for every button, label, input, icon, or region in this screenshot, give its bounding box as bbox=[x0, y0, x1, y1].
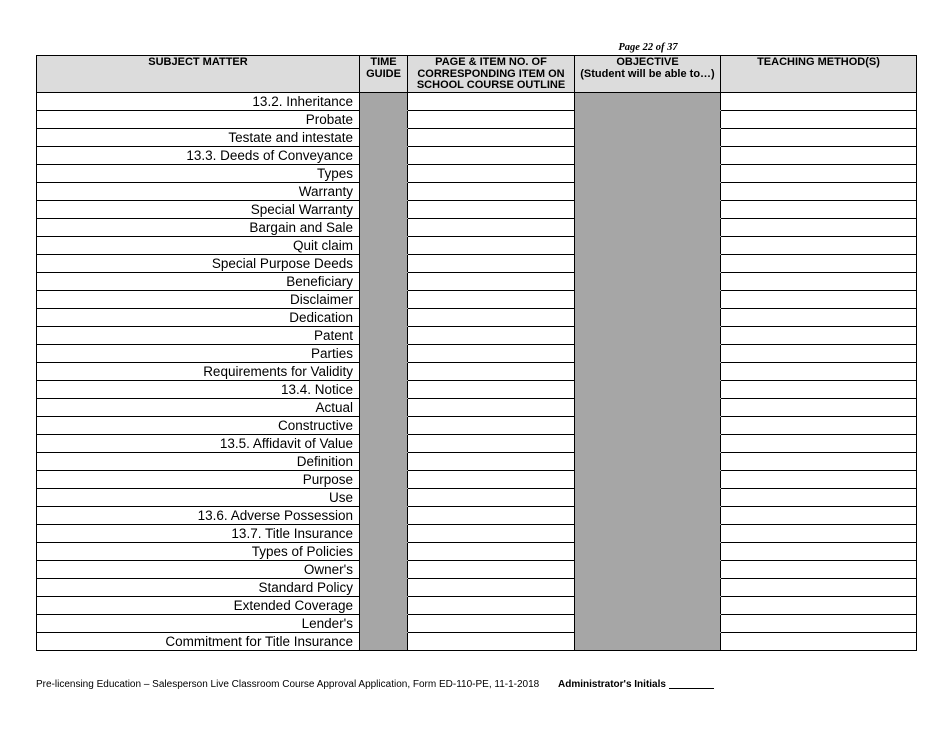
objective-cell bbox=[575, 309, 721, 327]
teaching-method-cell[interactable] bbox=[721, 165, 917, 183]
table-row bbox=[37, 543, 917, 561]
objective-cell bbox=[575, 165, 721, 183]
time-guide-cell bbox=[360, 201, 408, 219]
subject-matter-cell: Types of Policies bbox=[37, 543, 360, 561]
teaching-method-cell[interactable] bbox=[721, 597, 917, 615]
subject-matter-cell: Requirements for Validity bbox=[37, 363, 360, 381]
time-guide-cell bbox=[360, 345, 408, 363]
table-row bbox=[37, 147, 917, 165]
page-item-cell[interactable] bbox=[408, 309, 575, 327]
subject-matter-cell: Beneficiary bbox=[37, 273, 360, 291]
header-subject-matter: SUBJECT MATTER bbox=[37, 56, 360, 93]
footer-form-text: Pre-licensing Education – Salesperson Live Classroom Course Approval Application, Form ED-110-PE, 11-1-2018 bbox=[36, 679, 540, 690]
teaching-method-cell[interactable] bbox=[721, 219, 917, 237]
subject-matter-cell: Purpose bbox=[37, 471, 360, 489]
teaching-method-cell[interactable] bbox=[721, 471, 917, 489]
time-guide-cell bbox=[360, 183, 408, 201]
page-item-cell[interactable] bbox=[408, 129, 575, 147]
teaching-method-cell[interactable] bbox=[721, 615, 917, 633]
teaching-method-cell[interactable] bbox=[721, 327, 917, 345]
time-guide-cell bbox=[360, 327, 408, 345]
time-guide-cell bbox=[360, 471, 408, 489]
time-guide-cell bbox=[360, 381, 408, 399]
objective-cell bbox=[575, 381, 721, 399]
teaching-method-cell[interactable] bbox=[721, 273, 917, 291]
time-guide-cell bbox=[360, 93, 408, 111]
page-item-cell[interactable] bbox=[408, 543, 575, 561]
page-item-cell[interactable] bbox=[408, 237, 575, 255]
time-guide-cell bbox=[360, 291, 408, 309]
objective-cell bbox=[575, 579, 721, 597]
objective-cell bbox=[575, 363, 721, 381]
teaching-method-cell[interactable] bbox=[721, 201, 917, 219]
subject-matter-cell: Disclaimer bbox=[37, 291, 360, 309]
objective-cell bbox=[575, 111, 721, 129]
header-time-guide: TIME GUIDE bbox=[360, 56, 408, 93]
subject-matter-cell: Patent bbox=[37, 327, 360, 345]
subject-matter-cell: Use bbox=[37, 489, 360, 507]
objective-cell bbox=[575, 417, 721, 435]
table-row bbox=[37, 363, 917, 381]
table-row bbox=[37, 327, 917, 345]
time-guide-cell bbox=[360, 525, 408, 543]
teaching-method-cell[interactable] bbox=[721, 579, 917, 597]
table-row bbox=[37, 615, 917, 633]
time-guide-cell bbox=[360, 399, 408, 417]
page-item-cell[interactable] bbox=[408, 417, 575, 435]
time-guide-cell bbox=[360, 633, 408, 651]
subject-matter-cell: Actual bbox=[37, 399, 360, 417]
page-item-cell[interactable] bbox=[408, 597, 575, 615]
teaching-method-cell[interactable] bbox=[721, 147, 917, 165]
subject-matter-cell: Definition bbox=[37, 453, 360, 471]
objective-cell bbox=[575, 183, 721, 201]
time-guide-cell bbox=[360, 453, 408, 471]
teaching-method-cell[interactable] bbox=[721, 507, 917, 525]
subject-matter-cell: Standard Policy bbox=[37, 579, 360, 597]
teaching-method-cell[interactable] bbox=[721, 633, 917, 651]
teaching-method-cell[interactable] bbox=[721, 129, 917, 147]
table-row bbox=[37, 381, 917, 399]
page-item-cell[interactable] bbox=[408, 291, 575, 309]
time-guide-cell bbox=[360, 363, 408, 381]
header-row bbox=[37, 56, 917, 93]
table-row bbox=[37, 561, 917, 579]
time-guide-cell bbox=[360, 579, 408, 597]
objective-cell bbox=[575, 129, 721, 147]
teaching-method-cell[interactable] bbox=[721, 453, 917, 471]
teaching-method-cell[interactable] bbox=[721, 93, 917, 111]
teaching-method-cell[interactable] bbox=[721, 255, 917, 273]
subject-matter-cell: Bargain and Sale bbox=[37, 219, 360, 237]
time-guide-cell bbox=[360, 507, 408, 525]
table-row bbox=[37, 507, 917, 525]
teaching-method-cell[interactable] bbox=[721, 543, 917, 561]
objective-cell bbox=[575, 399, 721, 417]
page-item-cell[interactable] bbox=[408, 381, 575, 399]
page-item-cell[interactable] bbox=[408, 345, 575, 363]
page-item-cell[interactable] bbox=[408, 399, 575, 417]
administrator-initials-blank[interactable] bbox=[669, 688, 714, 689]
objective-cell bbox=[575, 237, 721, 255]
table-row bbox=[37, 525, 917, 543]
table-row bbox=[37, 291, 917, 309]
subject-matter-cell: Quit claim bbox=[37, 237, 360, 255]
teaching-method-cell[interactable] bbox=[721, 381, 917, 399]
objective-cell bbox=[575, 345, 721, 363]
objective-cell bbox=[575, 525, 721, 543]
time-guide-cell bbox=[360, 111, 408, 129]
page-item-cell[interactable] bbox=[408, 255, 575, 273]
objective-cell bbox=[575, 633, 721, 651]
objective-cell bbox=[575, 435, 721, 453]
subject-matter-cell: 13.2. Inheritance bbox=[37, 93, 360, 111]
time-guide-cell bbox=[360, 147, 408, 165]
subject-matter-cell: 13.7. Title Insurance bbox=[37, 525, 360, 543]
page-item-cell[interactable] bbox=[408, 561, 575, 579]
subject-matter-cell: Special Warranty bbox=[37, 201, 360, 219]
subject-matter-cell: Constructive bbox=[37, 417, 360, 435]
table-row bbox=[37, 399, 917, 417]
page-item-cell[interactable] bbox=[408, 147, 575, 165]
table-row bbox=[37, 345, 917, 363]
teaching-method-cell[interactable] bbox=[721, 399, 917, 417]
teaching-method-cell[interactable] bbox=[721, 489, 917, 507]
subject-matter-cell: Owner's bbox=[37, 561, 360, 579]
time-guide-cell bbox=[360, 165, 408, 183]
time-guide-cell bbox=[360, 561, 408, 579]
objective-cell bbox=[575, 93, 721, 111]
teaching-method-cell[interactable] bbox=[721, 561, 917, 579]
subject-matter-cell: Testate and intestate bbox=[37, 129, 360, 147]
header-teaching-methods: TEACHING METHOD(S) bbox=[721, 56, 917, 93]
table-row bbox=[37, 435, 917, 453]
subject-matter-cell: Commitment for Title Insurance bbox=[37, 633, 360, 651]
time-guide-cell bbox=[360, 417, 408, 435]
teaching-method-cell[interactable] bbox=[721, 435, 917, 453]
page-item-cell[interactable] bbox=[408, 633, 575, 651]
objective-cell bbox=[575, 453, 721, 471]
subject-matter-cell: 13.3. Deeds of Conveyance bbox=[37, 147, 360, 165]
objective-cell bbox=[575, 201, 721, 219]
objective-cell bbox=[575, 471, 721, 489]
page-item-cell[interactable] bbox=[408, 111, 575, 129]
time-guide-cell bbox=[360, 489, 408, 507]
page-item-cell[interactable] bbox=[408, 489, 575, 507]
time-guide-cell bbox=[360, 615, 408, 633]
subject-matter-cell: 13.4. Notice bbox=[37, 381, 360, 399]
objective-cell bbox=[575, 327, 721, 345]
page-item-cell[interactable] bbox=[408, 165, 575, 183]
teaching-method-cell[interactable] bbox=[721, 525, 917, 543]
page-item-cell[interactable] bbox=[408, 615, 575, 633]
time-guide-cell bbox=[360, 543, 408, 561]
page-item-cell[interactable] bbox=[408, 525, 575, 543]
objective-cell bbox=[575, 543, 721, 561]
table-row bbox=[37, 273, 917, 291]
table-row bbox=[37, 183, 917, 201]
page-item-cell[interactable] bbox=[408, 273, 575, 291]
teaching-method-cell[interactable] bbox=[721, 111, 917, 129]
table-row bbox=[37, 219, 917, 237]
subject-matter-cell: Types bbox=[37, 165, 360, 183]
subject-matter-cell: Parties bbox=[37, 345, 360, 363]
page-item-cell[interactable] bbox=[408, 453, 575, 471]
page-item-cell[interactable] bbox=[408, 219, 575, 237]
time-guide-cell bbox=[360, 237, 408, 255]
subject-matter-cell: 13.6. Adverse Possession bbox=[37, 507, 360, 525]
objective-cell bbox=[575, 255, 721, 273]
table-row bbox=[37, 93, 917, 111]
table-row bbox=[37, 237, 917, 255]
teaching-method-cell[interactable] bbox=[721, 291, 917, 309]
time-guide-cell bbox=[360, 219, 408, 237]
page-item-cell[interactable] bbox=[408, 471, 575, 489]
teaching-method-cell[interactable] bbox=[721, 237, 917, 255]
table-row bbox=[37, 417, 917, 435]
table-row bbox=[37, 309, 917, 327]
time-guide-cell bbox=[360, 273, 408, 291]
subject-matter-cell: Probate bbox=[37, 111, 360, 129]
page-item-cell[interactable] bbox=[408, 435, 575, 453]
page-item-cell[interactable] bbox=[408, 327, 575, 345]
objective-cell bbox=[575, 597, 721, 615]
objective-cell bbox=[575, 507, 721, 525]
table-row bbox=[37, 471, 917, 489]
time-guide-cell bbox=[360, 129, 408, 147]
teaching-method-cell[interactable] bbox=[721, 345, 917, 363]
objective-cell bbox=[575, 147, 721, 165]
subject-matter-cell: 13.5. Affidavit of Value bbox=[37, 435, 360, 453]
teaching-method-cell[interactable] bbox=[721, 363, 917, 381]
table-row bbox=[37, 633, 917, 651]
page-item-cell[interactable] bbox=[408, 507, 575, 525]
objective-cell bbox=[575, 561, 721, 579]
page-item-cell[interactable] bbox=[408, 183, 575, 201]
page-number: Page 22 of 37 bbox=[618, 42, 678, 53]
time-guide-cell bbox=[360, 435, 408, 453]
table-row bbox=[37, 453, 917, 471]
table-row bbox=[37, 129, 917, 147]
objective-cell bbox=[575, 291, 721, 309]
course-outline-table bbox=[36, 55, 917, 651]
time-guide-cell bbox=[360, 309, 408, 327]
footer bbox=[36, 679, 714, 690]
subject-matter-cell: Special Purpose Deeds bbox=[37, 255, 360, 273]
teaching-method-cell[interactable] bbox=[721, 417, 917, 435]
objective-cell bbox=[575, 615, 721, 633]
time-guide-cell bbox=[360, 255, 408, 273]
teaching-method-cell[interactable] bbox=[721, 183, 917, 201]
objective-cell bbox=[575, 273, 721, 291]
table-row bbox=[37, 165, 917, 183]
time-guide-cell bbox=[360, 597, 408, 615]
table-row bbox=[37, 111, 917, 129]
objective-cell bbox=[575, 489, 721, 507]
page-item-cell[interactable] bbox=[408, 363, 575, 381]
header-objective: OBJECTIVE (Student will be able to…) bbox=[575, 56, 721, 93]
table-row bbox=[37, 489, 917, 507]
table-row bbox=[37, 255, 917, 273]
page-item-cell[interactable] bbox=[408, 201, 575, 219]
page-item-cell[interactable] bbox=[408, 93, 575, 111]
subject-matter-cell: Lender's bbox=[37, 615, 360, 633]
subject-matter-cell: Dedication bbox=[37, 309, 360, 327]
page-item-cell[interactable] bbox=[408, 579, 575, 597]
subject-matter-cell: Extended Coverage bbox=[37, 597, 360, 615]
table-row bbox=[37, 579, 917, 597]
subject-matter-cell: Warranty bbox=[37, 183, 360, 201]
teaching-method-cell[interactable] bbox=[721, 309, 917, 327]
table-row bbox=[37, 201, 917, 219]
objective-cell bbox=[575, 219, 721, 237]
table-row bbox=[37, 597, 917, 615]
header-page-item: PAGE & ITEM NO. OF CORRESPONDING ITEM ON SCHOOL COURSE OUTLINE bbox=[408, 56, 575, 93]
administrator-initials-label: Administrator's Initials bbox=[558, 679, 666, 690]
